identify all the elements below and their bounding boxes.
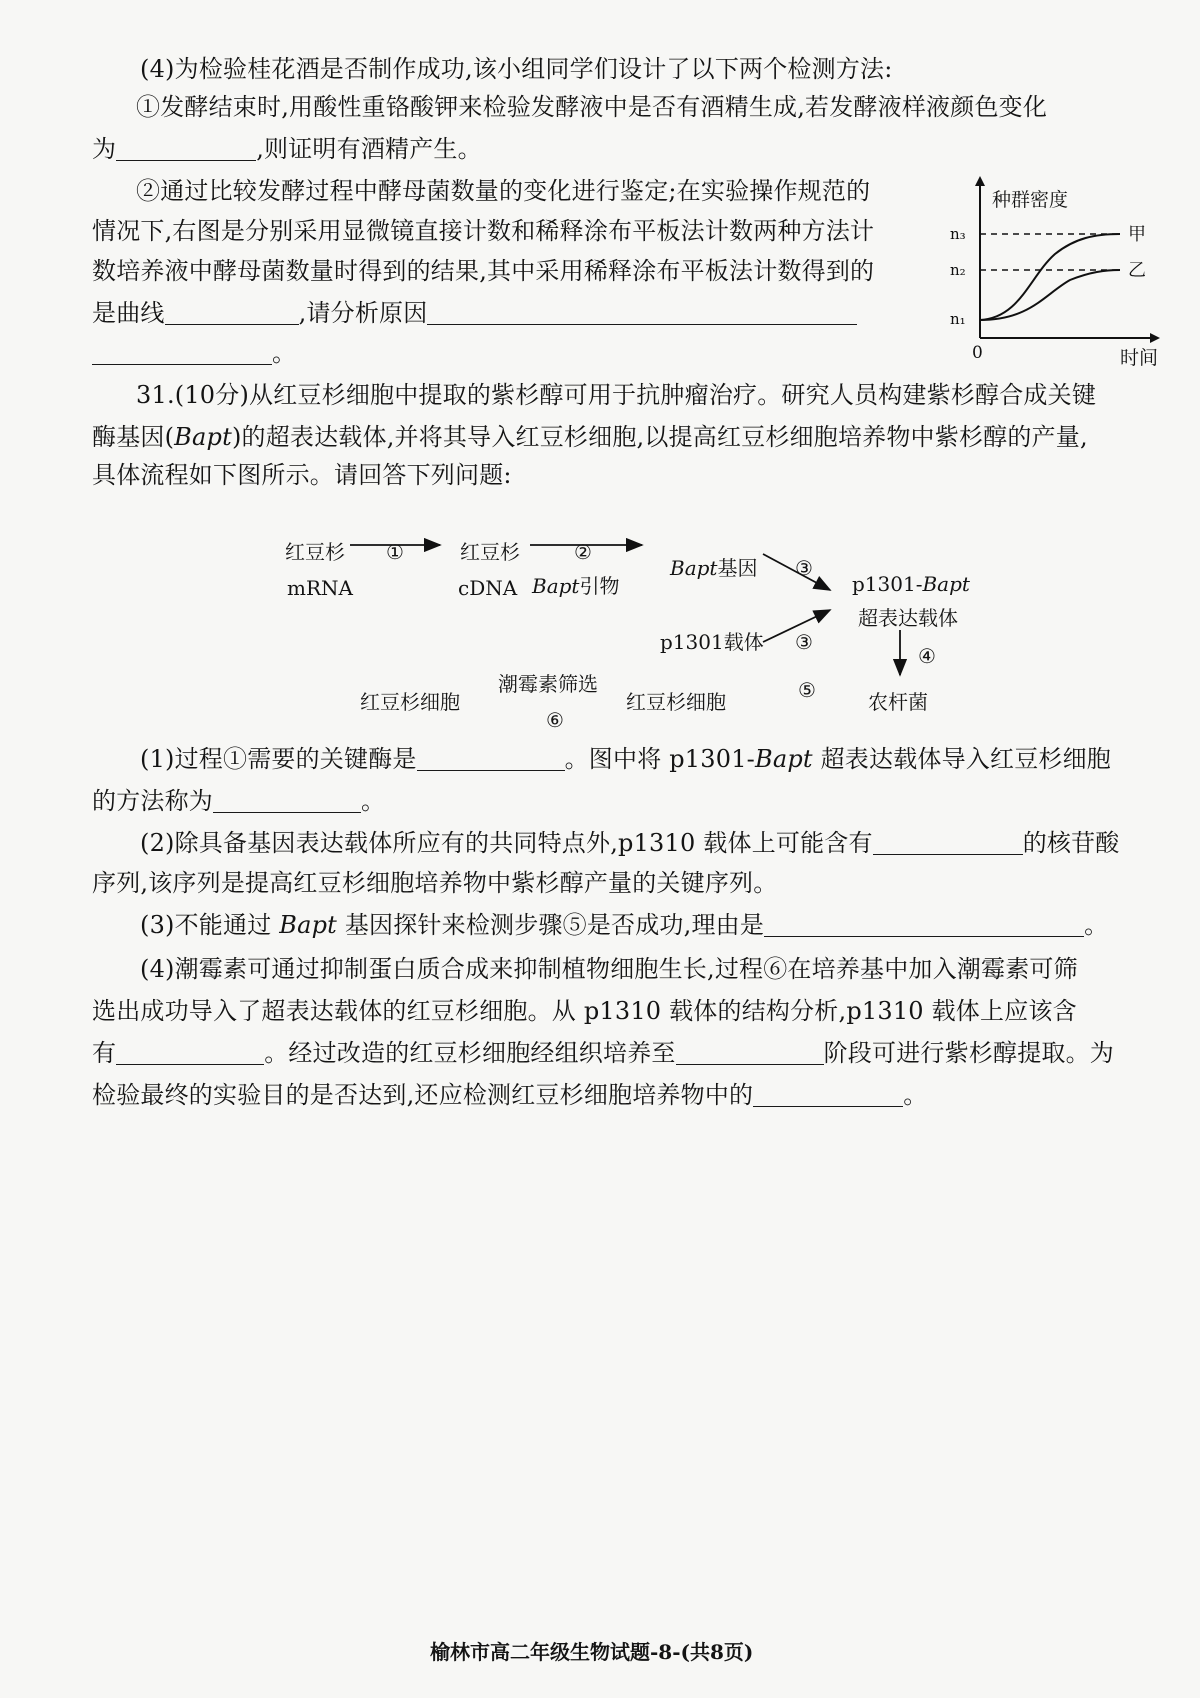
sub4-text-a: 有 xyxy=(92,1039,117,1067)
sub1-text-d: 的方法称为 xyxy=(92,787,213,815)
flow-mrna-2: mRNA xyxy=(287,576,353,600)
answer-blank[interactable] xyxy=(753,1080,903,1107)
sub4-line4 xyxy=(92,1078,927,1112)
tick-n1: n₁ xyxy=(950,310,966,328)
flow-step3b: ③ xyxy=(795,630,813,654)
flow-vector-2: 超表达载体 xyxy=(858,606,958,630)
sub1-line1 xyxy=(140,742,1111,776)
method2-line4 xyxy=(92,296,857,330)
method2-line1: ②通过比较发酵过程中酵母菌数量的变化进行鉴定;在实验操作规范的 xyxy=(136,177,871,205)
method1-text-b: ,则证明有酒精产生。 xyxy=(256,135,482,163)
q31-line3: 具体流程如下图所示。请回答下列问题: xyxy=(92,461,512,489)
flow-vector-gene: Bapt xyxy=(922,572,970,596)
flow-cell-mid: 红豆杉细胞 xyxy=(626,690,726,714)
sub2-text-b: 的核苷酸 xyxy=(1022,829,1120,857)
q31-line1: 31.(10分)从红豆杉细胞中提取的紫杉醇可用于抗肿瘤治疗。研究人员构建紫杉醇合成关键 xyxy=(136,381,1097,409)
flow-cdna-1: 红豆杉 xyxy=(460,540,520,564)
answer-blank[interactable] xyxy=(764,910,1084,937)
sub4-line2: 选出成功导入了超表达载体的红豆杉细胞。从 p1310 载体的结构分析,p1310 载体上应该含 xyxy=(92,997,1077,1025)
flow-mrna-1: 红豆杉 xyxy=(285,540,345,564)
flow-selection: 潮霉素筛选 xyxy=(498,672,598,696)
answer-blank[interactable] xyxy=(92,338,272,365)
method1-line: ①发酵结束时,用酸性重铬酸钾来检验发酵液中是否有酒精生成,若发酵液样液颜色变化 xyxy=(136,93,1048,121)
sub3-gene: Bapt xyxy=(279,911,337,939)
sub2-text-a: (2)除具备基因表达载体所应有的共同特点外,p1310 载体上可能含有 xyxy=(140,829,873,857)
method1-line2 xyxy=(92,132,482,166)
method2-line2: 情况下,右图是分别采用显微镜直接计数和稀释涂布平板法计数两种方法计 xyxy=(92,217,875,245)
q31-line2 xyxy=(92,420,1088,454)
chart-origin: 0 xyxy=(972,343,983,363)
part4-intro: (4)为检验桂花酒是否制作成功,该小组同学们设计了以下两个检测方法: xyxy=(140,55,893,83)
sub3-line1 xyxy=(140,908,1108,942)
flow-step6: ⑥ xyxy=(546,708,564,732)
flow-agro: 农杆菌 xyxy=(868,690,928,714)
answer-blank[interactable] xyxy=(116,134,256,161)
chart-xlabel: 时间 xyxy=(1120,347,1159,366)
method1-text-a: 为 xyxy=(92,135,117,163)
legend-yi: 乙 xyxy=(1128,260,1146,281)
sub1-text-b: 。图中将 p1301- xyxy=(564,745,755,773)
sub2-line2: 序列,该序列是提高红豆杉细胞培养物中紫杉醇产量的关键序列。 xyxy=(92,869,778,897)
flow-primer-label: 引物 xyxy=(579,574,620,598)
flow-primer xyxy=(532,574,619,598)
flow-gene xyxy=(670,556,757,580)
sub4-text-e: 。 xyxy=(903,1081,928,1109)
flow-cell-final: 红豆杉细胞 xyxy=(360,690,460,714)
flow-vector-prefix: p1301- xyxy=(852,572,923,596)
sub4-line3 xyxy=(92,1036,1114,1070)
page-footer: 榆林市高二年级生物试题-8-(共8页) xyxy=(430,1640,754,1664)
flow-gene-label: 基因 xyxy=(717,556,758,580)
flow-step2: ② xyxy=(574,540,592,564)
sub1-line2 xyxy=(92,784,385,818)
q31-text-b: )的超表达载体,并将其导入红豆杉细胞,以提高红豆杉细胞培养物中紫杉醇的产量, xyxy=(231,423,1088,451)
answer-blank[interactable] xyxy=(213,786,361,813)
flow-gene-name: Bapt xyxy=(670,556,718,580)
answer-blank[interactable] xyxy=(873,828,1023,855)
flow-primer-gene: Bapt xyxy=(532,574,580,598)
curve-jia xyxy=(980,234,1120,320)
answer-blank[interactable] xyxy=(427,298,857,325)
sub3-text-b: 基因探针来检测步骤⑤是否成功,理由是 xyxy=(337,911,765,939)
answer-blank[interactable] xyxy=(417,744,565,771)
flow-cdna-2: cDNA xyxy=(458,576,518,600)
sub2-line1 xyxy=(140,826,1120,860)
sub3-text-c: 。 xyxy=(1084,911,1109,939)
answer-blank[interactable] xyxy=(165,298,299,325)
tick-n2: n₂ xyxy=(950,261,966,279)
x-axis-arrow xyxy=(1150,333,1160,343)
sub1-text-a: (1)过程①需要的关键酶是 xyxy=(140,745,417,773)
tick-n3: n₃ xyxy=(950,225,966,243)
flow-p1301: p1301载体 xyxy=(660,630,764,654)
sub1-text-e: 。 xyxy=(361,787,386,815)
answer-blank[interactable] xyxy=(676,1038,824,1065)
sub4-text-b: 。经过改造的红豆杉细胞经组织培养至 xyxy=(264,1039,676,1067)
flow-step4: ④ xyxy=(918,644,936,668)
legend-jia: 甲 xyxy=(1128,224,1146,245)
method2-text-a: 是曲线 xyxy=(92,299,165,327)
flow-step5: ⑤ xyxy=(798,678,816,702)
method2-line5 xyxy=(92,336,296,370)
sub1-text-c: 超表达载体导入红豆杉细胞 xyxy=(812,745,1111,773)
sub4-text-d: 检验最终的实验目的是否达到,还应检测红豆杉细胞培养物中的 xyxy=(92,1081,754,1109)
y-axis-arrow xyxy=(975,176,985,186)
method2-line3: 数培养液中酵母菌数量时得到的结果,其中采用稀释涂布平板法计数得到的 xyxy=(92,257,875,285)
curve-yi xyxy=(980,270,1120,320)
flow-step1: ① xyxy=(386,540,404,564)
method2-text-c: 。 xyxy=(272,339,297,367)
sub4-line1: (4)潮霉素可通过抑制蛋白质合成来抑制植物细胞生长,过程⑥在培养基中加入潮霉素可筛 xyxy=(140,955,1078,983)
answer-blank[interactable] xyxy=(116,1038,264,1065)
flow-step3a: ③ xyxy=(795,556,813,580)
q31-text-a: 酶基因( xyxy=(92,423,175,451)
sub3-text-a: (3)不能通过 xyxy=(140,911,280,939)
method2-text-b: ,请分析原因 xyxy=(298,299,428,327)
sub4-text-c: 阶段可进行紫杉醇提取。为 xyxy=(823,1039,1115,1067)
q31-gene-name: Bapt xyxy=(174,423,232,451)
sub1-gene: Bapt xyxy=(755,745,813,773)
chart-ylabel: 种群密度 xyxy=(992,189,1069,211)
flow-vector-1 xyxy=(852,572,970,596)
population-growth-chart xyxy=(950,176,1170,366)
